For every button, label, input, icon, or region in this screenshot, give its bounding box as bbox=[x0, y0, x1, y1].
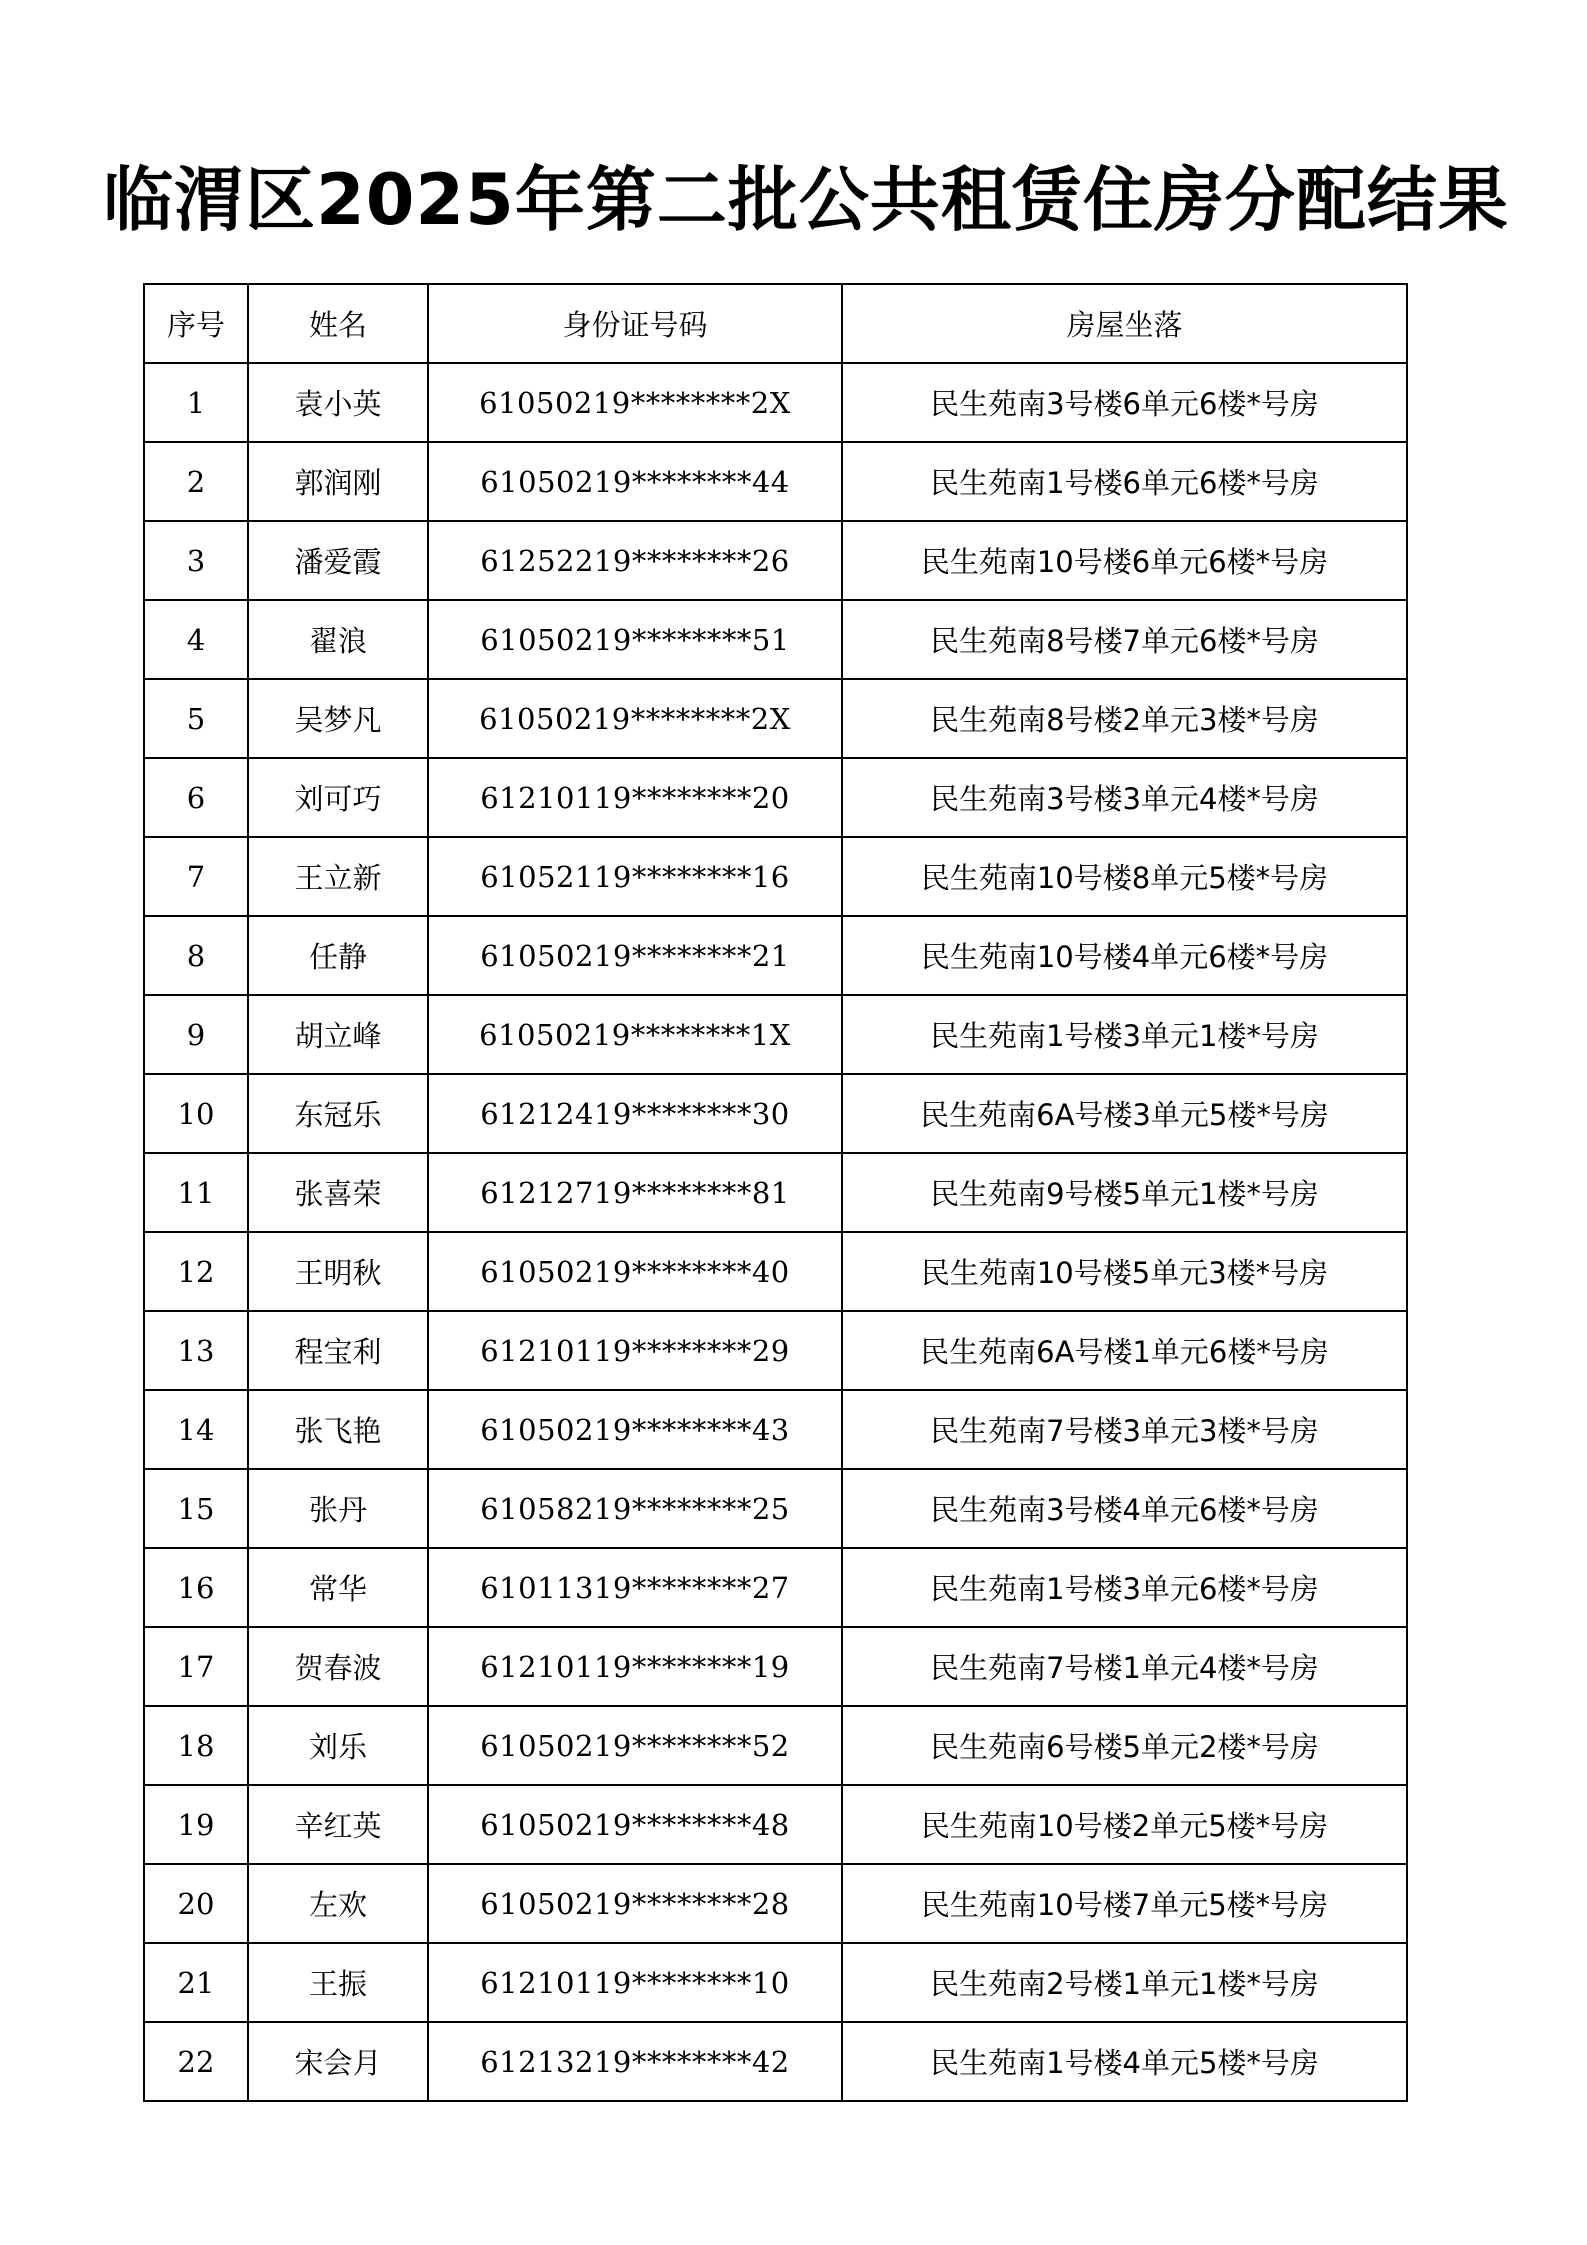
allocation-table bbox=[143, 283, 1408, 2102]
cell-location: 民生苑南7号楼1单元4楼*号房 bbox=[842, 1627, 1407, 1706]
cell-location: 民生苑南1号楼3单元6楼*号房 bbox=[842, 1548, 1407, 1627]
cell-location: 民生苑南10号楼8单元5楼*号房 bbox=[842, 837, 1407, 916]
table-row bbox=[144, 600, 1407, 679]
table-row bbox=[144, 1390, 1407, 1469]
cell-seq: 12 bbox=[144, 1232, 248, 1311]
table-row bbox=[144, 995, 1407, 1074]
cell-seq: 17 bbox=[144, 1627, 248, 1706]
cell-seq: 3 bbox=[144, 521, 248, 600]
cell-location: 民生苑南1号楼6单元6楼*号房 bbox=[842, 442, 1407, 521]
cell-location: 民生苑南1号楼3单元1楼*号房 bbox=[842, 995, 1407, 1074]
cell-location: 民生苑南3号楼3单元4楼*号房 bbox=[842, 758, 1407, 837]
cell-name: 贺春波 bbox=[248, 1627, 428, 1706]
cell-seq: 4 bbox=[144, 600, 248, 679]
cell-id-number: 61212719********81 bbox=[428, 1153, 842, 1232]
cell-location: 民生苑南3号楼6单元6楼*号房 bbox=[842, 363, 1407, 442]
header-name: 姓名 bbox=[248, 284, 428, 363]
table-row bbox=[144, 916, 1407, 995]
cell-seq: 9 bbox=[144, 995, 248, 1074]
table-row bbox=[144, 679, 1407, 758]
cell-name: 常华 bbox=[248, 1548, 428, 1627]
cell-id-number: 61050219********1X bbox=[428, 995, 842, 1074]
cell-name: 吴梦凡 bbox=[248, 679, 428, 758]
cell-seq: 11 bbox=[144, 1153, 248, 1232]
cell-seq: 21 bbox=[144, 1943, 248, 2022]
cell-seq: 7 bbox=[144, 837, 248, 916]
cell-seq: 8 bbox=[144, 916, 248, 995]
cell-seq: 20 bbox=[144, 1864, 248, 1943]
table-row bbox=[144, 1074, 1407, 1153]
cell-name: 王立新 bbox=[248, 837, 428, 916]
cell-id-number: 61212419********30 bbox=[428, 1074, 842, 1153]
cell-location: 民生苑南10号楼7单元5楼*号房 bbox=[842, 1864, 1407, 1943]
cell-location: 民生苑南8号楼2单元3楼*号房 bbox=[842, 679, 1407, 758]
cell-name: 辛红英 bbox=[248, 1785, 428, 1864]
header-seq: 序号 bbox=[144, 284, 248, 363]
table-row bbox=[144, 1785, 1407, 1864]
cell-name: 刘乐 bbox=[248, 1706, 428, 1785]
cell-name: 胡立峰 bbox=[248, 995, 428, 1074]
cell-id-number: 61052119********16 bbox=[428, 837, 842, 916]
cell-seq: 22 bbox=[144, 2022, 248, 2101]
cell-seq: 13 bbox=[144, 1311, 248, 1390]
cell-id-number: 61050219********28 bbox=[428, 1864, 842, 1943]
title-area bbox=[103, 150, 1509, 250]
table-row bbox=[144, 1627, 1407, 1706]
cell-location: 民生苑南6A号楼1单元6楼*号房 bbox=[842, 1311, 1407, 1390]
table-row bbox=[144, 1153, 1407, 1232]
cell-name: 宋会月 bbox=[248, 2022, 428, 2101]
header-row bbox=[144, 284, 1407, 363]
cell-id-number: 61050219********48 bbox=[428, 1785, 842, 1864]
cell-id-number: 61210119********20 bbox=[428, 758, 842, 837]
cell-seq: 18 bbox=[144, 1706, 248, 1785]
cell-name: 潘爱霞 bbox=[248, 521, 428, 600]
cell-location: 民生苑南6号楼5单元2楼*号房 bbox=[842, 1706, 1407, 1785]
table-row bbox=[144, 1943, 1407, 2022]
cell-location: 民生苑南3号楼4单元6楼*号房 bbox=[842, 1469, 1407, 1548]
cell-seq: 10 bbox=[144, 1074, 248, 1153]
cell-seq: 6 bbox=[144, 758, 248, 837]
cell-name: 王明秋 bbox=[248, 1232, 428, 1311]
cell-name: 张喜荣 bbox=[248, 1153, 428, 1232]
cell-location: 民生苑南8号楼7单元6楼*号房 bbox=[842, 600, 1407, 679]
header-id-number: 身份证号码 bbox=[428, 284, 842, 363]
cell-id-number: 61050219********43 bbox=[428, 1390, 842, 1469]
cell-id-number: 61210119********10 bbox=[428, 1943, 842, 2022]
cell-id-number: 61050219********44 bbox=[428, 442, 842, 521]
header-location: 房屋坐落 bbox=[842, 284, 1407, 363]
cell-name: 左欢 bbox=[248, 1864, 428, 1943]
cell-seq: 5 bbox=[144, 679, 248, 758]
document-title: 临渭区2025年第二批公共租赁住房分配结果 bbox=[103, 159, 1509, 241]
table-row bbox=[144, 2022, 1407, 2101]
cell-location: 民生苑南2号楼1单元1楼*号房 bbox=[842, 1943, 1407, 2022]
table-row bbox=[144, 1311, 1407, 1390]
cell-id-number: 61252219********26 bbox=[428, 521, 842, 600]
cell-id-number: 61210119********29 bbox=[428, 1311, 842, 1390]
cell-name: 袁小英 bbox=[248, 363, 428, 442]
cell-location: 民生苑南1号楼4单元5楼*号房 bbox=[842, 2022, 1407, 2101]
table-row bbox=[144, 1232, 1407, 1311]
cell-id-number: 61058219********25 bbox=[428, 1469, 842, 1548]
table-row bbox=[144, 1864, 1407, 1943]
cell-seq: 14 bbox=[144, 1390, 248, 1469]
cell-name: 翟浪 bbox=[248, 600, 428, 679]
cell-id-number: 61210119********19 bbox=[428, 1627, 842, 1706]
cell-id-number: 61050219********40 bbox=[428, 1232, 842, 1311]
cell-id-number: 61050219********52 bbox=[428, 1706, 842, 1785]
cell-name: 刘可巧 bbox=[248, 758, 428, 837]
table-row bbox=[144, 442, 1407, 521]
cell-name: 张丹 bbox=[248, 1469, 428, 1548]
cell-name: 程宝利 bbox=[248, 1311, 428, 1390]
cell-location: 民生苑南10号楼6单元6楼*号房 bbox=[842, 521, 1407, 600]
cell-id-number: 61011319********27 bbox=[428, 1548, 842, 1627]
cell-id-number: 61050219********21 bbox=[428, 916, 842, 995]
cell-location: 民生苑南10号楼5单元3楼*号房 bbox=[842, 1232, 1407, 1311]
table-row bbox=[144, 1469, 1407, 1548]
cell-seq: 2 bbox=[144, 442, 248, 521]
table-row bbox=[144, 837, 1407, 916]
cell-id-number: 61050219********2X bbox=[428, 363, 842, 442]
cell-name: 任静 bbox=[248, 916, 428, 995]
cell-seq: 15 bbox=[144, 1469, 248, 1548]
cell-seq: 19 bbox=[144, 1785, 248, 1864]
table-row bbox=[144, 1706, 1407, 1785]
cell-location: 民生苑南6A号楼3单元5楼*号房 bbox=[842, 1074, 1407, 1153]
table-header bbox=[144, 284, 1407, 363]
cell-location: 民生苑南10号楼2单元5楼*号房 bbox=[842, 1785, 1407, 1864]
cell-id-number: 61050219********51 bbox=[428, 600, 842, 679]
cell-seq: 1 bbox=[144, 363, 248, 442]
cell-location: 民生苑南9号楼5单元1楼*号房 bbox=[842, 1153, 1407, 1232]
cell-name: 张飞艳 bbox=[248, 1390, 428, 1469]
cell-seq: 16 bbox=[144, 1548, 248, 1627]
cell-location: 民生苑南10号楼4单元6楼*号房 bbox=[842, 916, 1407, 995]
cell-id-number: 61213219********42 bbox=[428, 2022, 842, 2101]
table-row bbox=[144, 363, 1407, 442]
cell-name: 郭润刚 bbox=[248, 442, 428, 521]
cell-location: 民生苑南7号楼3单元3楼*号房 bbox=[842, 1390, 1407, 1469]
table-row bbox=[144, 521, 1407, 600]
cell-name: 王振 bbox=[248, 1943, 428, 2022]
cell-id-number: 61050219********2X bbox=[428, 679, 842, 758]
table-row bbox=[144, 1548, 1407, 1627]
table-row bbox=[144, 758, 1407, 837]
cell-name: 东冠乐 bbox=[248, 1074, 428, 1153]
table-body bbox=[144, 363, 1407, 2101]
